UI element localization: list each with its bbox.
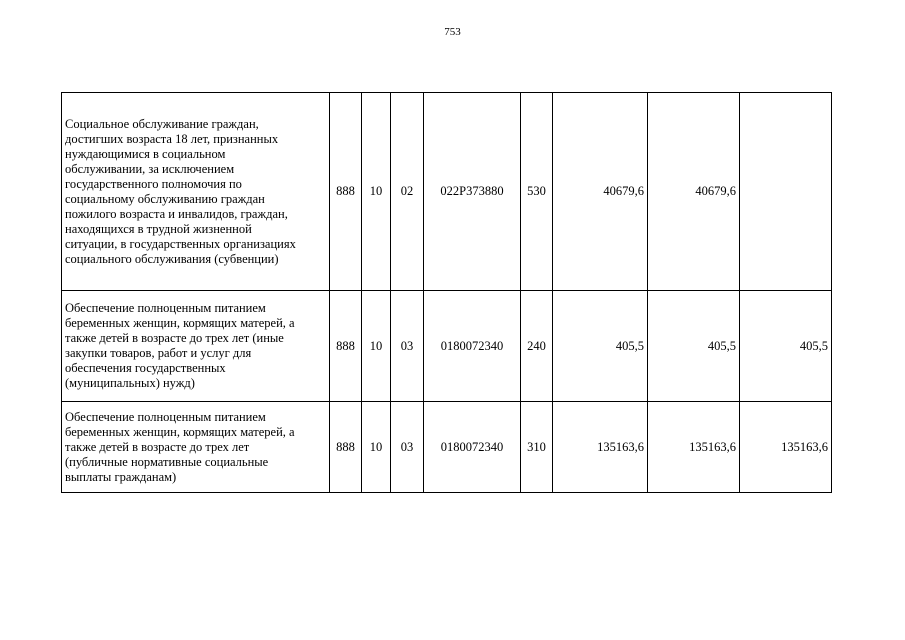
subsection-code: 03	[391, 402, 424, 493]
description-line: (публичные нормативные социальные	[65, 454, 269, 469]
expense-type-code: 530	[521, 93, 553, 291]
amount-year-1: 135163,6	[553, 402, 648, 493]
description-line: находящихся в трудной жизненной	[65, 221, 252, 236]
description-line: (муниципальных) нужд)	[65, 376, 195, 390]
description-line: закупки товаров, работ и услуг для	[65, 346, 252, 360]
description-line: ситуации, в государственных организациях	[65, 236, 296, 251]
description-line: обеспечения государственных	[65, 361, 226, 375]
description-line: также детей в возрасте до трех лет (иные	[65, 331, 284, 345]
description-line: нуждающимися в социальном	[65, 146, 226, 161]
amount-year-1: 405,5	[553, 291, 648, 402]
section-code: 10	[362, 291, 391, 402]
description-line: беременных женщин, кормящих матерей, а	[65, 316, 295, 330]
section-code: 10	[362, 93, 391, 291]
table-row	[62, 291, 832, 402]
ministry-code: 888	[330, 291, 362, 402]
subsection-code: 03	[391, 291, 424, 402]
description-line: Обеспечение полноценным питанием	[65, 301, 266, 315]
row-description	[62, 291, 330, 402]
section-code: 10	[362, 402, 391, 493]
target-article-code: 0180072340	[424, 291, 521, 402]
description-line: достигших возраста 18 лет, признанных	[65, 131, 279, 146]
table-row	[62, 93, 832, 291]
description-line: Обеспечение полноценным питанием	[65, 409, 266, 424]
amount-year-2: 40679,6	[648, 93, 740, 291]
target-article-code: 022P373880	[424, 93, 521, 291]
target-article-code: 0180072340	[424, 402, 521, 493]
amount-year-3	[740, 93, 832, 291]
ministry-code: 888	[330, 402, 362, 493]
description-line: выплаты гражданам)	[65, 469, 177, 484]
description-line: государственного полномочия по	[65, 176, 242, 191]
description-line: также детей в возрасте до трех лет	[65, 439, 250, 454]
subsection-code: 02	[391, 93, 424, 291]
description-line: социальному обслуживанию граждан	[65, 191, 265, 206]
row-description	[62, 402, 330, 493]
description-line: социального обслуживания (субвенции)	[65, 251, 279, 266]
budget-table	[61, 92, 832, 493]
description-line: обслуживании, за исключением	[65, 161, 235, 176]
ministry-code: 888	[330, 93, 362, 291]
description-line: Социальное обслуживание граждан,	[65, 116, 259, 131]
amount-year-3: 135163,6	[740, 402, 832, 493]
expense-type-code: 240	[521, 291, 553, 402]
table-row	[62, 402, 832, 493]
expense-type-code: 310	[521, 402, 553, 493]
description-line: пожилого возраста и инвалидов, граждан,	[65, 206, 288, 221]
amount-year-2: 405,5	[648, 291, 740, 402]
row-description	[62, 93, 330, 291]
page-number: 753	[444, 26, 461, 38]
description-line: беременных женщин, кормящих матерей, а	[65, 424, 295, 439]
amount-year-1: 40679,6	[553, 93, 648, 291]
amount-year-2: 135163,6	[648, 402, 740, 493]
amount-year-3: 405,5	[740, 291, 832, 402]
